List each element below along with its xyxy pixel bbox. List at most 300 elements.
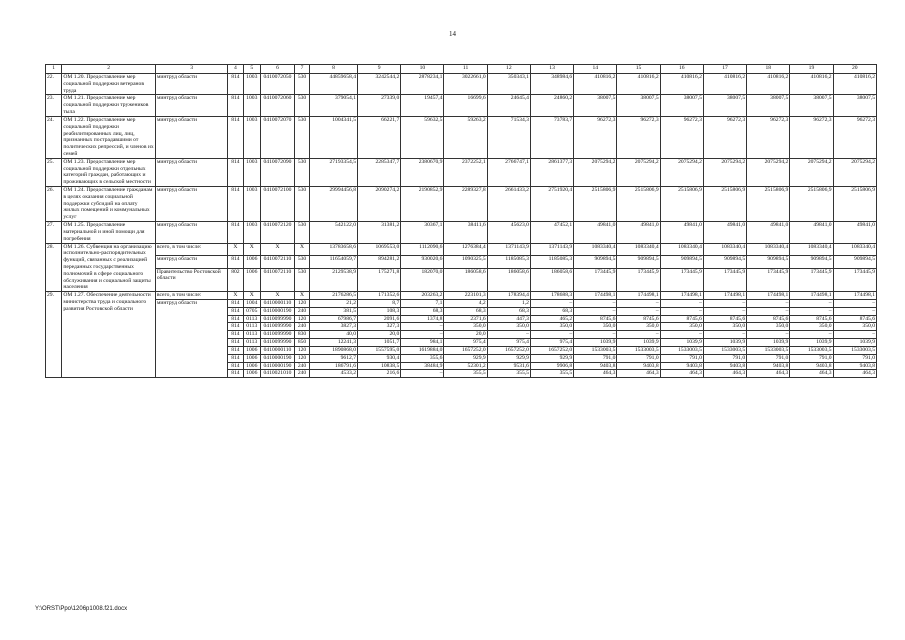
header-cell: 17 xyxy=(703,65,746,74)
table-cell: 530 xyxy=(294,116,309,158)
table-cell: 47452,1 xyxy=(530,222,573,243)
table-cell: 909894,5 xyxy=(703,256,746,269)
table-cell: минтруд области xyxy=(155,95,227,116)
table-cell: 240 xyxy=(294,362,309,370)
table-cell: 2075294,2 xyxy=(747,158,790,186)
table-cell: 8745,6 xyxy=(660,315,703,323)
row-number: 27. xyxy=(46,222,62,243)
table-cell: 8745,6 xyxy=(747,315,790,323)
row-number: 25. xyxy=(46,158,62,186)
table-cell: 1083340,4 xyxy=(660,243,703,256)
table-cell: – xyxy=(747,307,790,315)
table-cell: 8745,6 xyxy=(790,315,833,323)
table-cell: X xyxy=(228,292,243,300)
table-cell: 327,3 xyxy=(358,323,401,331)
row-number: 26. xyxy=(46,187,62,222)
table-cell: 1,2 xyxy=(487,300,530,308)
header-cell: 8 xyxy=(310,65,358,74)
table-cell: 850 xyxy=(294,339,309,347)
table-cell: 173445,9 xyxy=(747,268,790,292)
table-cell: 350,0 xyxy=(660,323,703,331)
table-cell: 1890868,0 xyxy=(310,346,358,354)
table-cell: 0410000190 xyxy=(261,362,295,370)
table-cell: 350,0 xyxy=(444,323,487,331)
table-cell: 0410000110 xyxy=(261,346,295,354)
table-cell: 174498,1 xyxy=(790,292,833,300)
table-cell: 348984,6 xyxy=(530,74,573,95)
table-cell: 381,5 xyxy=(310,307,358,315)
row-number: 24. xyxy=(46,116,62,158)
table-row xyxy=(46,256,877,269)
table-cell: 1533003,5 xyxy=(617,346,660,354)
table-cell: 1006 xyxy=(243,256,261,269)
table-cell: 1185085,3 xyxy=(530,256,573,269)
table-cell: 38484,9 xyxy=(401,362,444,370)
table-cell: 791,0 xyxy=(790,354,833,362)
table-row xyxy=(46,292,877,300)
table-cell: 171352,6 xyxy=(358,292,401,300)
table-cell: 3022661,0 xyxy=(444,74,487,95)
table-cell: 1039,9 xyxy=(703,339,746,347)
table-cell: 1533003,5 xyxy=(790,346,833,354)
table-cell: 0410072070 xyxy=(261,116,295,158)
header-cell: 9 xyxy=(358,65,401,74)
table-cell: 542122,0 xyxy=(310,222,358,243)
table-cell: – xyxy=(747,300,790,308)
table-cell: X xyxy=(294,243,309,256)
table-cell: 2075294,2 xyxy=(703,158,746,186)
table-cell: 38007,5 xyxy=(833,95,876,116)
table-cell: 0113 xyxy=(243,331,261,339)
table-cell: 173445,9 xyxy=(833,268,876,292)
table-cell: 240 xyxy=(294,323,309,331)
table-cell: 1185085,3 xyxy=(487,256,530,269)
table-cell: 9403,8 xyxy=(660,362,703,370)
table-cell: 791,0 xyxy=(660,354,703,362)
table-cell: 20,0 xyxy=(358,331,401,339)
table-cell: 2129538,9 xyxy=(310,268,358,292)
table-cell: 16699,6 xyxy=(444,95,487,116)
table-cell: – xyxy=(530,331,573,339)
table-cell: 21,2 xyxy=(310,300,358,308)
table-cell: 0410072050 xyxy=(261,74,295,95)
table-cell: 1004 xyxy=(243,300,261,308)
table-cell: 38007,5 xyxy=(617,95,660,116)
table-cell: 1083340,4 xyxy=(790,243,833,256)
table-cell: 975,4 xyxy=(444,339,487,347)
table-cell: 96272,3 xyxy=(747,116,790,158)
table-cell: 240 xyxy=(294,370,309,378)
table-row xyxy=(46,158,877,186)
table-cell: 929,9 xyxy=(487,354,530,362)
table-cell: – xyxy=(487,331,530,339)
table-cell: 12241,3 xyxy=(310,339,358,347)
table-cell: 9403,8 xyxy=(747,362,790,370)
table-cell: 173445,9 xyxy=(703,268,746,292)
table-cell: 2515806,9 xyxy=(660,187,703,222)
table-cell: 8,7 xyxy=(358,300,401,308)
table-cell: 2515806,9 xyxy=(790,187,833,222)
table-cell: 2091,6 xyxy=(358,315,401,323)
row-name: ОМ 1.22. Предоставление мер социальной поддержки реабилитированных лиц, лиц, признанных пострадавшими от политических репрессий, и членов их семей xyxy=(63,116,154,157)
table-cell: – xyxy=(833,307,876,315)
table-cell: X xyxy=(261,243,295,256)
table-cell: 814 xyxy=(228,256,243,269)
table-cell: – xyxy=(574,300,617,308)
header-cell: 4 xyxy=(228,65,243,74)
table-row xyxy=(46,187,877,222)
table-cell: 1006 xyxy=(243,346,261,354)
table-cell: X xyxy=(243,243,261,256)
table-cell: 108,3 xyxy=(358,307,401,315)
table-cell: 410816,2 xyxy=(747,74,790,95)
table-cell: 9403,8 xyxy=(617,362,660,370)
table-cell: 814 xyxy=(228,354,243,362)
table-cell: 0410000110 xyxy=(261,300,295,308)
table-cell: 814 xyxy=(228,116,243,158)
table-cell: 0410099990 xyxy=(261,323,295,331)
table-cell: 1533003,5 xyxy=(660,346,703,354)
table-cell: 350,0 xyxy=(703,323,746,331)
table-cell: 814 xyxy=(228,339,243,347)
table-cell: 2075294,2 xyxy=(833,158,876,186)
table-cell: 2075294,2 xyxy=(574,158,617,186)
table-cell: 1039,9 xyxy=(833,339,876,347)
table-cell: 791,0 xyxy=(703,354,746,362)
table-cell: 350343,1 xyxy=(487,74,530,95)
table-cell: 45623,0 xyxy=(487,222,530,243)
table-cell: 0410000190 xyxy=(261,354,295,362)
table-cell: 29994456,8 xyxy=(310,187,358,222)
header-cell: 6 xyxy=(261,65,295,74)
table-cell: 909894,5 xyxy=(574,256,617,269)
header-cell: 16 xyxy=(660,65,703,74)
table-cell: 2380670,9 xyxy=(401,158,444,186)
table-cell: 2515806,9 xyxy=(833,187,876,222)
table-cell: 216,6 xyxy=(358,370,401,378)
header-cell: 14 xyxy=(574,65,617,74)
table-cell: 350,0 xyxy=(747,323,790,331)
table-cell: 1051,7 xyxy=(358,339,401,347)
table-cell: 909894,5 xyxy=(833,256,876,269)
table-cell: 40,0 xyxy=(310,331,358,339)
table-cell: минтруд области xyxy=(155,187,227,222)
table-cell: 0410021010 xyxy=(261,370,295,378)
header-cell: 18 xyxy=(747,65,790,74)
table-cell: 4,2 xyxy=(444,300,487,308)
table-cell: 814 xyxy=(228,74,243,95)
table-cell: 1003 xyxy=(243,116,261,158)
table-cell: 49841,0 xyxy=(574,222,617,243)
table-row xyxy=(46,74,877,95)
table-cell: всего, в том числе: xyxy=(155,243,227,256)
table-cell: – xyxy=(660,300,703,308)
table-cell: 1006 xyxy=(243,354,261,362)
table-cell: 530 xyxy=(294,268,309,292)
table-cell: 2090274,2 xyxy=(358,187,401,222)
table-cell: 49841,0 xyxy=(747,222,790,243)
header-cell: 13 xyxy=(530,65,573,74)
table-cell: – xyxy=(660,331,703,339)
table-cell: 355,5 xyxy=(444,370,487,378)
table-cell: 2289327,8 xyxy=(444,187,487,222)
table-cell: 0705 xyxy=(243,307,261,315)
table-cell: 9403,8 xyxy=(833,362,876,370)
table-cell: 13783658,6 xyxy=(310,243,358,256)
table-cell: 9403,8 xyxy=(790,362,833,370)
table-cell: 1003 xyxy=(243,95,261,116)
table-cell: 1374,8 xyxy=(401,315,444,323)
table-cell: 814 xyxy=(228,222,243,243)
row-name: ОМ 1.26. Субвенция на организацию исполнительно-распорядительных функций, связанных с реализацией переданных государственных полномочий в сфере социального обслуживания и социальной защиты населения xyxy=(62,243,156,292)
table-cell: X xyxy=(243,292,261,300)
table-cell: 1006 xyxy=(243,362,261,370)
table-cell: 909894,5 xyxy=(747,256,790,269)
table-cell: 120 xyxy=(294,315,309,323)
table-cell: 0410072110 xyxy=(261,268,295,292)
header-cell: 19 xyxy=(790,65,833,74)
table-cell: 909894,5 xyxy=(660,256,703,269)
table-cell: 175271,8 xyxy=(358,268,401,292)
table-cell: 52301,2 xyxy=(444,362,487,370)
table-cell: 1039,9 xyxy=(574,339,617,347)
table-cell: 9906,8 xyxy=(530,362,573,370)
header-cell: 15 xyxy=(617,65,660,74)
table-cell: – xyxy=(617,300,660,308)
table-cell: – xyxy=(401,370,444,378)
table-cell: 240 xyxy=(294,307,309,315)
table-cell: 2766747,1 xyxy=(487,158,530,186)
table-cell: 530 xyxy=(294,187,309,222)
table-cell: – xyxy=(833,300,876,308)
table-cell: 1533003,5 xyxy=(833,346,876,354)
table-cell: 1083340,4 xyxy=(747,243,790,256)
table-cell: 120 xyxy=(294,300,309,308)
table-cell: 2075294,2 xyxy=(790,158,833,186)
table-cell: 27339,0 xyxy=(358,95,401,116)
table-cell: X xyxy=(261,292,295,300)
table-cell: – xyxy=(574,307,617,315)
table-cell: 96272,3 xyxy=(790,116,833,158)
table-cell: 96272,3 xyxy=(833,116,876,158)
row-name: ОМ 1.21. Предоставление мер социальной поддержки тружеников тыла xyxy=(62,95,156,116)
table-cell: 355,5 xyxy=(530,370,573,378)
table-cell: минтруд области xyxy=(155,222,227,243)
table-cell: – xyxy=(530,300,573,308)
table-header-row xyxy=(46,65,877,74)
table-cell: 464,3 xyxy=(574,370,617,378)
table-cell: 8745,6 xyxy=(833,315,876,323)
table-cell: 1090325,5 xyxy=(444,256,487,269)
table-cell: 814 xyxy=(228,158,243,186)
table-cell: 1083340,4 xyxy=(703,243,746,256)
table-cell: 173445,9 xyxy=(790,268,833,292)
table-cell: 1112090,6 xyxy=(401,243,444,256)
table-cell: 71534,3 xyxy=(487,116,530,158)
footer-file-path: Y:\ORST\Ppo\1206p1008.f21.docx xyxy=(35,606,128,612)
table-cell: 8745,6 xyxy=(574,315,617,323)
table-cell: 464,3 xyxy=(747,370,790,378)
table-cell: 355,6 xyxy=(401,354,444,362)
table-cell: 791,0 xyxy=(617,354,660,362)
table-cell: 38007,5 xyxy=(703,95,746,116)
table-cell: 38007,5 xyxy=(660,95,703,116)
row-number: 23. xyxy=(46,95,62,116)
table-cell: 1083340,4 xyxy=(574,243,617,256)
table-cell: 173445,9 xyxy=(574,268,617,292)
table-cell: 355,5 xyxy=(487,370,530,378)
table-cell: 44859658,4 xyxy=(310,74,358,95)
table-cell: минтруд области xyxy=(155,74,227,95)
table-cell: 9403,8 xyxy=(574,362,617,370)
row-number: 29. xyxy=(46,292,62,378)
table-cell: 96272,3 xyxy=(574,116,617,158)
table-cell: 27193354,5 xyxy=(310,158,358,186)
table-cell: 2515806,9 xyxy=(747,187,790,222)
table-cell: 410816,2 xyxy=(617,74,660,95)
table-cell: 814 xyxy=(228,300,243,308)
table-cell: 0113 xyxy=(243,323,261,331)
table-cell: 830 xyxy=(294,331,309,339)
table-cell: 1533003,5 xyxy=(747,346,790,354)
table-cell: 0410099990 xyxy=(261,315,295,323)
table-cell: 0410072100 xyxy=(261,187,295,222)
table-cell: 975,4 xyxy=(530,339,573,347)
table-cell: 464,3 xyxy=(617,370,660,378)
table-cell: 0410072120 xyxy=(261,222,295,243)
table-cell: 0410099990 xyxy=(261,331,295,339)
table-cell: – xyxy=(660,307,703,315)
table-cell: 67986,7 xyxy=(310,315,358,323)
table-cell: 530 xyxy=(294,74,309,95)
table-cell: 814 xyxy=(228,362,243,370)
table-cell: всего, в том числе: xyxy=(155,292,227,300)
table-cell: 1083340,4 xyxy=(617,243,660,256)
table-cell: 68,3 xyxy=(444,307,487,315)
header-cell: 20 xyxy=(833,65,876,74)
table-cell: 120 xyxy=(294,346,309,354)
table-cell: 975,4 xyxy=(487,339,530,347)
table-cell: – xyxy=(617,331,660,339)
table-cell: 814 xyxy=(228,95,243,116)
table-cell: 3242544,2 xyxy=(358,74,401,95)
table-cell: 3827,3 xyxy=(310,323,358,331)
table-cell: 174498,1 xyxy=(703,292,746,300)
table-cell: 49841,0 xyxy=(660,222,703,243)
table-cell: 1371143,9 xyxy=(487,243,530,256)
table-cell: минтруд области xyxy=(155,256,227,269)
table-cell: 186058,6 xyxy=(487,268,530,292)
table-cell: 1657252,0 xyxy=(487,346,530,354)
table-cell: 814 xyxy=(228,370,243,378)
table-cell: 203263,2 xyxy=(401,292,444,300)
table-cell: 9403,8 xyxy=(703,362,746,370)
executor-cell: минтруд области xyxy=(155,300,227,378)
table-cell: X xyxy=(294,292,309,300)
table-cell: 465,2 xyxy=(530,315,573,323)
table-cell: 96272,3 xyxy=(703,116,746,158)
table-row xyxy=(46,268,877,292)
table-cell: 174498,1 xyxy=(574,292,617,300)
table-cell: 96272,3 xyxy=(617,116,660,158)
table-cell: 2285347,7 xyxy=(358,158,401,186)
table-cell: 530 xyxy=(294,256,309,269)
table-cell: 2515806,9 xyxy=(574,187,617,222)
table-cell: 410816,2 xyxy=(660,74,703,95)
table-cell: 814 xyxy=(228,307,243,315)
table-cell: 96272,3 xyxy=(660,116,703,158)
table-cell: – xyxy=(703,331,746,339)
table-cell: 2515806,9 xyxy=(703,187,746,222)
table-cell: 174498,1 xyxy=(660,292,703,300)
table-cell: 814 xyxy=(228,187,243,222)
table-cell: – xyxy=(833,331,876,339)
table-cell: 1533003,5 xyxy=(703,346,746,354)
table-cell: 2372252,1 xyxy=(444,158,487,186)
table-cell: 68,3 xyxy=(487,307,530,315)
table-cell: 73783,7 xyxy=(530,116,573,158)
header-cell: 12 xyxy=(487,65,530,74)
table-cell: 173445,9 xyxy=(660,268,703,292)
table-cell: 1557595,0 xyxy=(358,346,401,354)
table-cell: 38411,6 xyxy=(444,222,487,243)
table-cell: 66221,7 xyxy=(358,116,401,158)
table-cell: 9531,6 xyxy=(487,362,530,370)
table-cell: 8745,6 xyxy=(703,315,746,323)
table-cell: 2751920,4 xyxy=(530,187,573,222)
row-name: ОМ 1.20. Предоставление мер социальной поддержки ветеранов труда xyxy=(62,74,156,95)
header-cell: 1 xyxy=(46,65,62,74)
table-row xyxy=(46,300,877,308)
table-cell: 2176286,5 xyxy=(310,292,358,300)
table-cell: 1371143,9 xyxy=(530,243,573,256)
table-cell: – xyxy=(617,307,660,315)
table-cell: 2190852,9 xyxy=(401,187,444,222)
table-cell: 11654059,7 xyxy=(310,256,358,269)
table-cell: 1069553,0 xyxy=(358,243,401,256)
table-cell: 1039,9 xyxy=(617,339,660,347)
table-cell: 2075294,2 xyxy=(660,158,703,186)
table-cell: 0113 xyxy=(243,315,261,323)
header-cell: 11 xyxy=(444,65,487,74)
table-cell: 2515806,9 xyxy=(617,187,660,222)
table-cell: 0410072060 xyxy=(261,95,295,116)
table-cell: 2861377,3 xyxy=(530,158,573,186)
table-cell: 464,3 xyxy=(790,370,833,378)
table-cell: 9612,7 xyxy=(310,354,358,362)
table-cell: минтруд области xyxy=(155,158,227,186)
table-cell: 30367,1 xyxy=(401,222,444,243)
table-cell: 410816,2 xyxy=(790,74,833,95)
table-cell: 1657252,0 xyxy=(444,346,487,354)
table-cell: 1657252,0 xyxy=(530,346,573,354)
table-cell: 223101,3 xyxy=(444,292,487,300)
table-cell: 909894,5 xyxy=(790,256,833,269)
row-number: 22. xyxy=(46,74,62,95)
table-cell: 31381,2 xyxy=(358,222,401,243)
table-cell: 814 xyxy=(228,323,243,331)
table-cell: 0410072110 xyxy=(261,256,295,269)
table-cell: минтруд области xyxy=(155,116,227,158)
row-name: ОМ 1.24. Предоставление гражданам в целях оказания социальной поддержки субсидий на оплату жилых помещений и коммунальных услуг xyxy=(62,187,156,222)
table-cell: 1006 xyxy=(243,268,261,292)
table-cell: 182070,0 xyxy=(401,268,444,292)
table-cell: 10838,5 xyxy=(358,362,401,370)
table-cell: 814 xyxy=(228,331,243,339)
table-cell: 1039,9 xyxy=(790,339,833,347)
table-cell: 379054,1 xyxy=(310,95,358,116)
table-row xyxy=(46,222,877,243)
